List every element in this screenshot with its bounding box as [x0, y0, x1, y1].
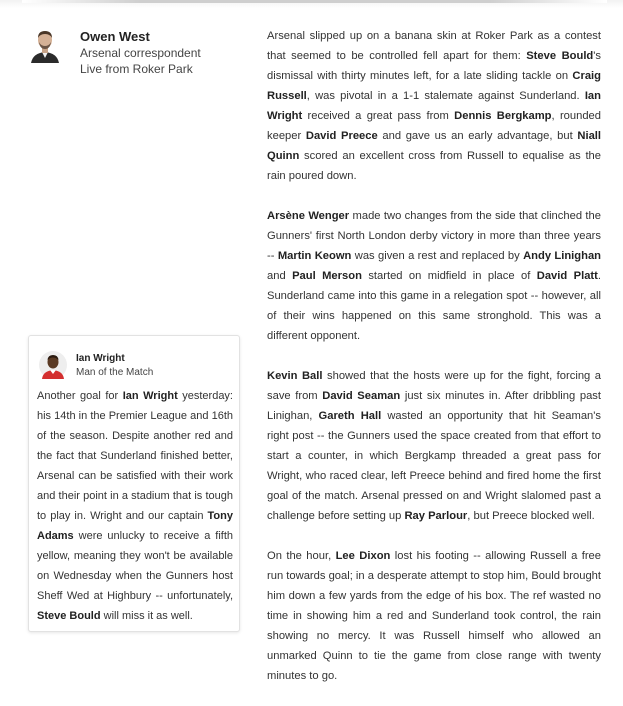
- paragraph: [267, 366, 601, 526]
- man-of-the-match-card: [28, 335, 240, 632]
- text-run: made two changes from the side that clinched the Gunners' first North London derby victory in more than three years --: [267, 210, 601, 262]
- player-mention: Niall Quinn: [267, 130, 602, 162]
- text-run: and: [267, 270, 293, 282]
- player-mention: Steve Bould: [37, 610, 101, 622]
- text-run: , was pivotal in a 1-1 stalemate against Sunderland.: [306, 90, 585, 102]
- author-avatar: [29, 27, 61, 63]
- text-run: started on midfield in place of: [361, 270, 537, 282]
- player-mention: Lee Dixon: [335, 550, 391, 562]
- text-run: wasted an opportunity that hit Seaman's right post -- the Gunners used the space created from that effort to start a counter, in which Bergkamp threaded a great pass for Wright, who raced clear, left Preece behind and fired home the first goal of the match. Arsenal pressed on and Wright slalomed past a challenge before setting up: [267, 410, 601, 522]
- card-body: [37, 386, 233, 626]
- author-name: Owen West: [80, 29, 150, 44]
- paragraph: [267, 206, 601, 346]
- player-mention: Tony Adams: [37, 510, 233, 542]
- player-mention: Andy Linighan: [523, 250, 602, 262]
- player-mention: Ian Wright: [122, 390, 178, 402]
- player-mention: Martin Keown: [277, 250, 352, 262]
- player-mention: David Seaman: [322, 390, 401, 402]
- player-mention: Gareth Hall: [318, 410, 382, 422]
- text-run: were unlucky to receive a fifth yellow, meaning they won't be available on Wednesday when the Gunners host Sheff Wed at Highbury -- unfortunately,: [37, 530, 233, 602]
- player-mention: Ray Parlour: [404, 510, 468, 522]
- player-mention: Arsène Wenger: [267, 210, 350, 222]
- text-run: showed that the hosts were up for the fight, forcing a save from: [267, 370, 601, 402]
- player-mention: Kevin Ball: [267, 370, 323, 382]
- text-run: just six minutes in. After dribbling past Linighan,: [267, 390, 601, 422]
- match-report: [267, 26, 601, 706]
- text-run: , but Preece blocked well.: [467, 510, 595, 522]
- player-mention: Steve Bould: [526, 50, 594, 62]
- player-name: Ian Wright: [76, 353, 125, 364]
- text-run: On the hour,: [267, 550, 336, 562]
- paragraph: [267, 546, 601, 686]
- author-role: Arsenal correspondent: [80, 46, 201, 60]
- text-run: Arsenal slipped up on a banana skin at Roker Park as a contest that seemed to be controlled fell apart for them:: [267, 30, 601, 62]
- text-run: 's dismissal with thirty minutes left, for a late sliding tackle on: [267, 50, 601, 82]
- player-mention: David Preece: [305, 130, 378, 142]
- top-divider: [22, 0, 607, 3]
- text-run: . Sunderland came into this game in a relegation spot -- however, all of their wins happened on this same stronghold. This was a different opponent.: [267, 270, 601, 342]
- text-run: lost his footing -- allowing Russell a free run towards goal; in a desperate attempt to stop him, Bould brought him down a few yards from the edge of his box. The ref wasted no time in showing him a red and Sunderland took control, the rain showing no mercy. It was Russell himself who allowed an unmarked Quinn to tie the game from close range with twenty minutes to go.: [267, 550, 601, 682]
- text-run: and gave us an early advantage, but: [377, 130, 578, 142]
- player-award: Man of the Match: [76, 367, 154, 378]
- text-run: scored an excellent cross from Russell to equalise as the rain poured down.: [267, 150, 601, 182]
- text-run: will miss it as well.: [100, 610, 193, 622]
- text-run: received a great pass from: [302, 110, 455, 122]
- player-mention: Craig Russell: [267, 70, 601, 102]
- text-run: was given a rest and replaced by: [351, 250, 524, 262]
- paragraph: [267, 26, 601, 186]
- player-mention: Paul Merson: [292, 270, 362, 282]
- text-run: Another goal for: [37, 390, 123, 402]
- player-mention: Dennis Bergkamp: [454, 110, 552, 122]
- player-mention: Ian Wright: [267, 90, 601, 122]
- text-run: yesterday: his 14th in the Premier League and 16th of the season. Despite another red and the fact that Sunderland finished better, Arsenal can be satisfied with their work and their point in a stadium that is tough to play in. Wright and our captain: [37, 390, 233, 522]
- text-run: , rounded keeper: [267, 110, 602, 142]
- player-mention: David Platt: [536, 270, 598, 282]
- player-avatar: [39, 351, 67, 379]
- author-location: Live from Roker Park: [80, 62, 193, 76]
